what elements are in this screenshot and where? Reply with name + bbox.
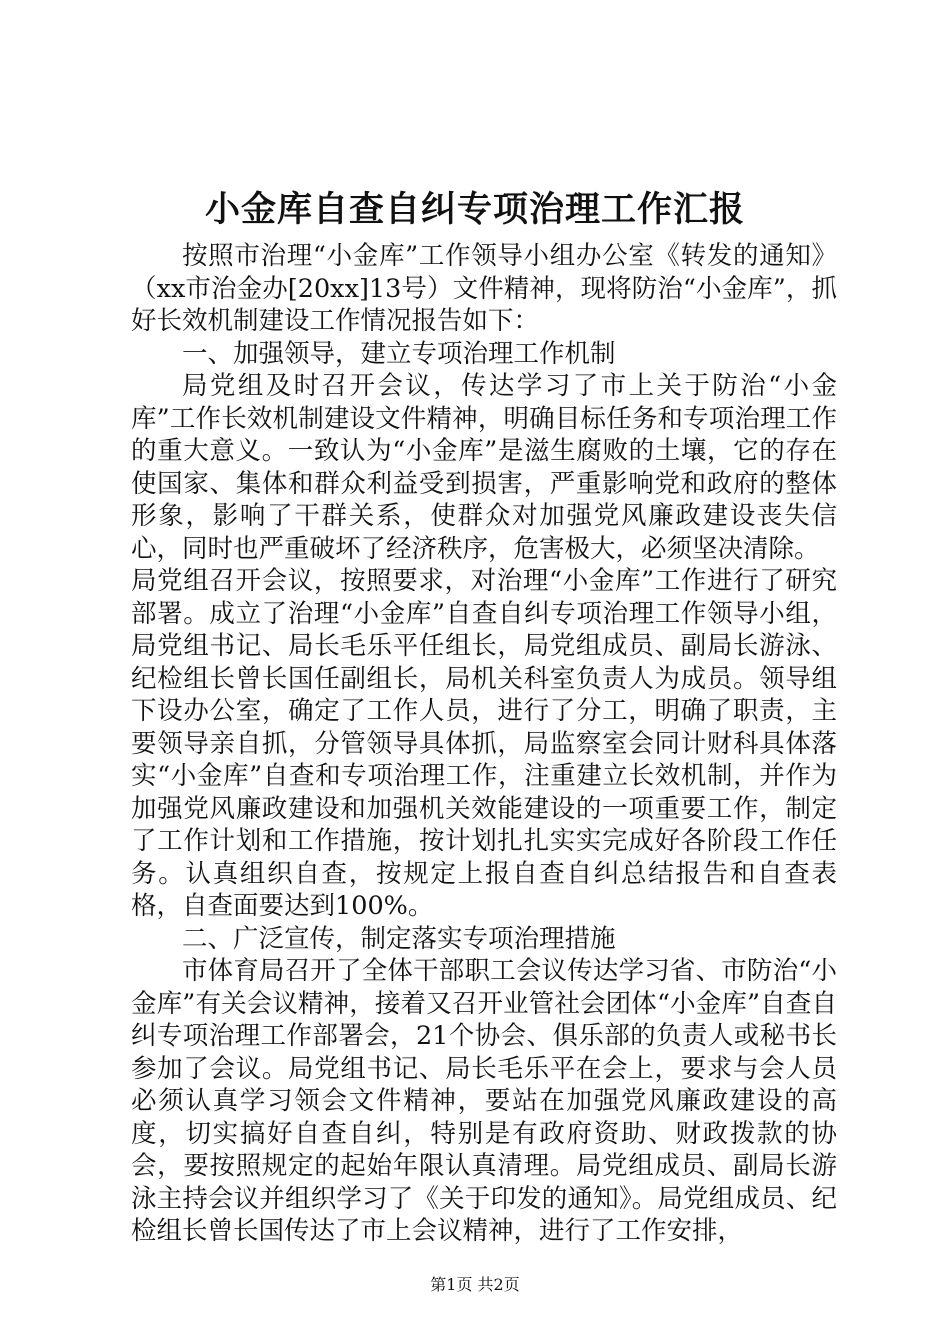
document-body [131,240,837,1248]
section-heading-1: 一、加强领导，建立专项治理工作机制 [182,338,616,369]
document-title: 小金库自查自纠专项治理工作汇报 [204,189,745,230]
body-paragraph: 局党组召开会议，按照要求，对治理“小金库”工作进行了研究部署。成立了治理“小金库”自查自纠专项治理工作领导小组，局党组书记、局长毛乐平任组长，局党组成员、副局长游泳、纪检组长曾长国任副组长，局机关科室负责人为成员。领导组下设办公室，确定了工作人员，进行了分工，明确了职责，主要领导亲自抓，分管领导具体抓，局监察室会同计财科具体落实“小金库”自查和专项治理工作，注重建立长效机制，并作为加强党风廉政建设和加强机关效能建设的一项重要工作，制定了工作计划和工作措施，按计划扎扎实实完成好各阶段工作任务。认真组织自查，按规定上报自查自纠总结报告和自查表格，自查面要达到100%。 [131,566,837,921]
section-heading-2: 二、广泛宣传，制定落实专项治理措施 [182,923,616,954]
intro-paragraph: 按照市治理“小金库”工作领导小组办公室《转发的通知》（xx市治金办[20xx]13号）文件精神，现将防治“小金库”，抓好长效机制建设工作情况报告如下： [131,241,837,336]
body-paragraph: 局党组及时召开会议，传达学习了市上关于防治“小金库”工作长效机制建设文件精神，明确目标任务和专项治理工作的重大意义。一致认为“小金库”是滋生腐败的土壤，它的存在使国家、集体和群众利益受到损害，严重影响党和政府的整体形象，影响了干群关系，使群众对加强党风廉政建设丧失信心，同时也严重破坏了经济秩序，危害极大，必须坚决清除。 [131,371,837,564]
page-footer: 第1页 共2页 [430,1275,520,1294]
body-paragraph: 市体育局召开了全体干部职工会议传达学习省、市防治“小金库”有关会议精神，接着又召开业管社会团体“小金库”自查自纠专项治理工作部署会，21个协会、俱乐部的负责人或秘书长参加了会议。局党组书记、局长毛乐平在会上，要求与会人员必须认真学习领会文件精神，要站在加强党风廉政建设的高度，切实搞好自查自纠，特别是有政府资助、财政拨款的协会，要按照规定的起始年限认真清理。局党组成员、副局长游泳主持会议并组织学习了《关于印发的通知》。局党组成员、纪检组长曾长国传达了市上会议精神，进行了工作安排， [131,956,837,1246]
